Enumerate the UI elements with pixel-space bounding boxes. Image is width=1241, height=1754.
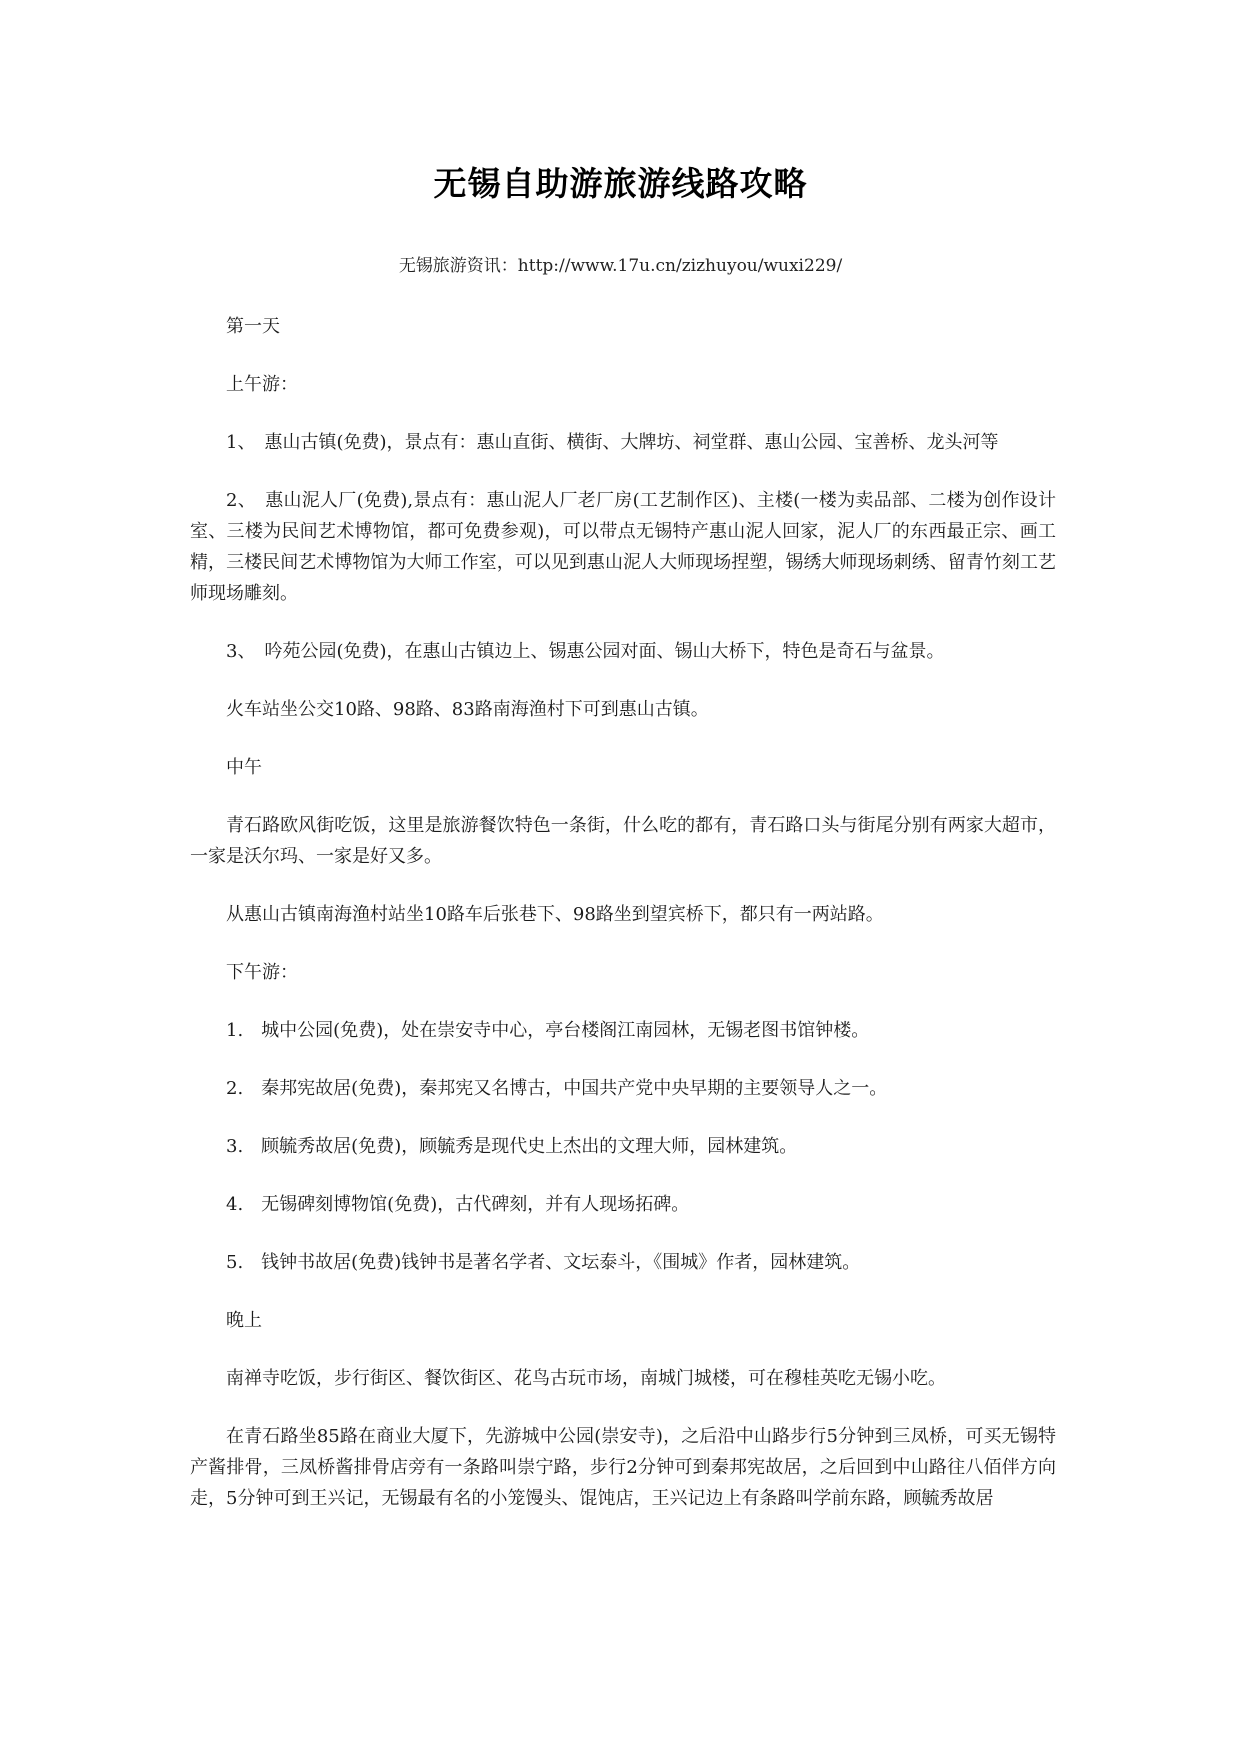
source-link[interactable]: 无锡旅游资讯：http://www.17u.cn/zizhuyou/wuxi229/ <box>398 256 843 276</box>
afternoon-item: 2. 秦邦宪故居(免费)，秦邦宪又名博古，中国共产党中央早期的主要领导人之一。 <box>226 1078 888 1099</box>
morning-item: 3、 吟苑公园(免费)，在惠山古镇边上、锡惠公园对面、锡山大桥下，特色是奇石与盆景。 <box>226 641 945 662</box>
evening-heading: 晚上 <box>226 1310 262 1331</box>
day-heading: 第一天 <box>226 316 280 337</box>
afternoon-item: 4. 无锡碑刻博物馆(免费)，古代碑刻，并有人现场拓碑。 <box>226 1194 690 1215</box>
afternoon-item: 5. 钱钟书故居(免费)钱钟书是著名学者、文坛泰斗，《围城》作者，园林建筑。 <box>226 1252 861 1273</box>
document-body <box>190 311 1056 1541</box>
transport-note: 火车站坐公交10路、98路、83路南海渔村下可到惠山古镇。 <box>226 699 709 720</box>
route-paragraph: 在青石路坐85路在商业大厦下，先游城中公园(崇安寺)，之后沿中山路步行5分钟到三凤桥，可买无锡特产酱排骨，三凤桥酱排骨店旁有一条路叫崇宁路，步行2分钟可到秦邦宪故居，之后回到中山路往八佰伴方向走，5分钟可到王兴记，无锡最有名的小笼馒头、馄饨店，王兴记边上有条路叫学前东路，顾毓秀故居 <box>190 1426 1056 1509</box>
afternoon-item: 1. 城中公园(免费)，处在崇安寺中心，亭台楼阁江南园林，无锡老图书馆钟楼。 <box>226 1020 870 1041</box>
morning-heading: 上午游： <box>226 374 298 395</box>
transport-note: 从惠山古镇南海渔村站坐10路车后张巷下、98路坐到望宾桥下，都只有一两站路。 <box>226 904 884 925</box>
noon-paragraph: 青石路欧风街吃饭，这里是旅游餐饮特色一条街，什么吃的都有，青石路口头与街尾分别有两家大超市，一家是沃尔玛、一家是好又多。 <box>190 815 1056 867</box>
morning-item: 1、 惠山古镇(免费)，景点有：惠山直街、横街、大牌坊、祠堂群、惠山公园、宝善桥、龙头河等 <box>226 432 999 453</box>
morning-item: 2、 惠山泥人厂(免费),景点有：惠山泥人厂老厂房(工艺制作区)、主楼(一楼为卖品部、二楼为创作设计室、三楼为民间艺术博物馆，都可免费参观)，可以带点无锡特产惠山泥人回家，泥人厂的东西最正宗、画工精，三楼民间艺术博物馆为大师工作室，可以见到惠山泥人大师现场捏塑，锡绣大师现场刺绣、留青竹刻工艺师现场雕刻。 <box>190 490 1056 604</box>
afternoon-item: 3. 顾毓秀故居(免费)，顾毓秀是现代史上杰出的文理大师，园林建筑。 <box>226 1136 798 1157</box>
evening-paragraph: 南禅寺吃饭，步行街区、餐饮街区、花鸟古玩市场，南城门城楼，可在穆桂英吃无锡小吃。 <box>226 1368 946 1389</box>
noon-heading: 中午 <box>226 757 262 778</box>
afternoon-heading: 下午游： <box>226 962 298 983</box>
document-title: 无锡自助游旅游线路攻略 <box>433 164 808 203</box>
